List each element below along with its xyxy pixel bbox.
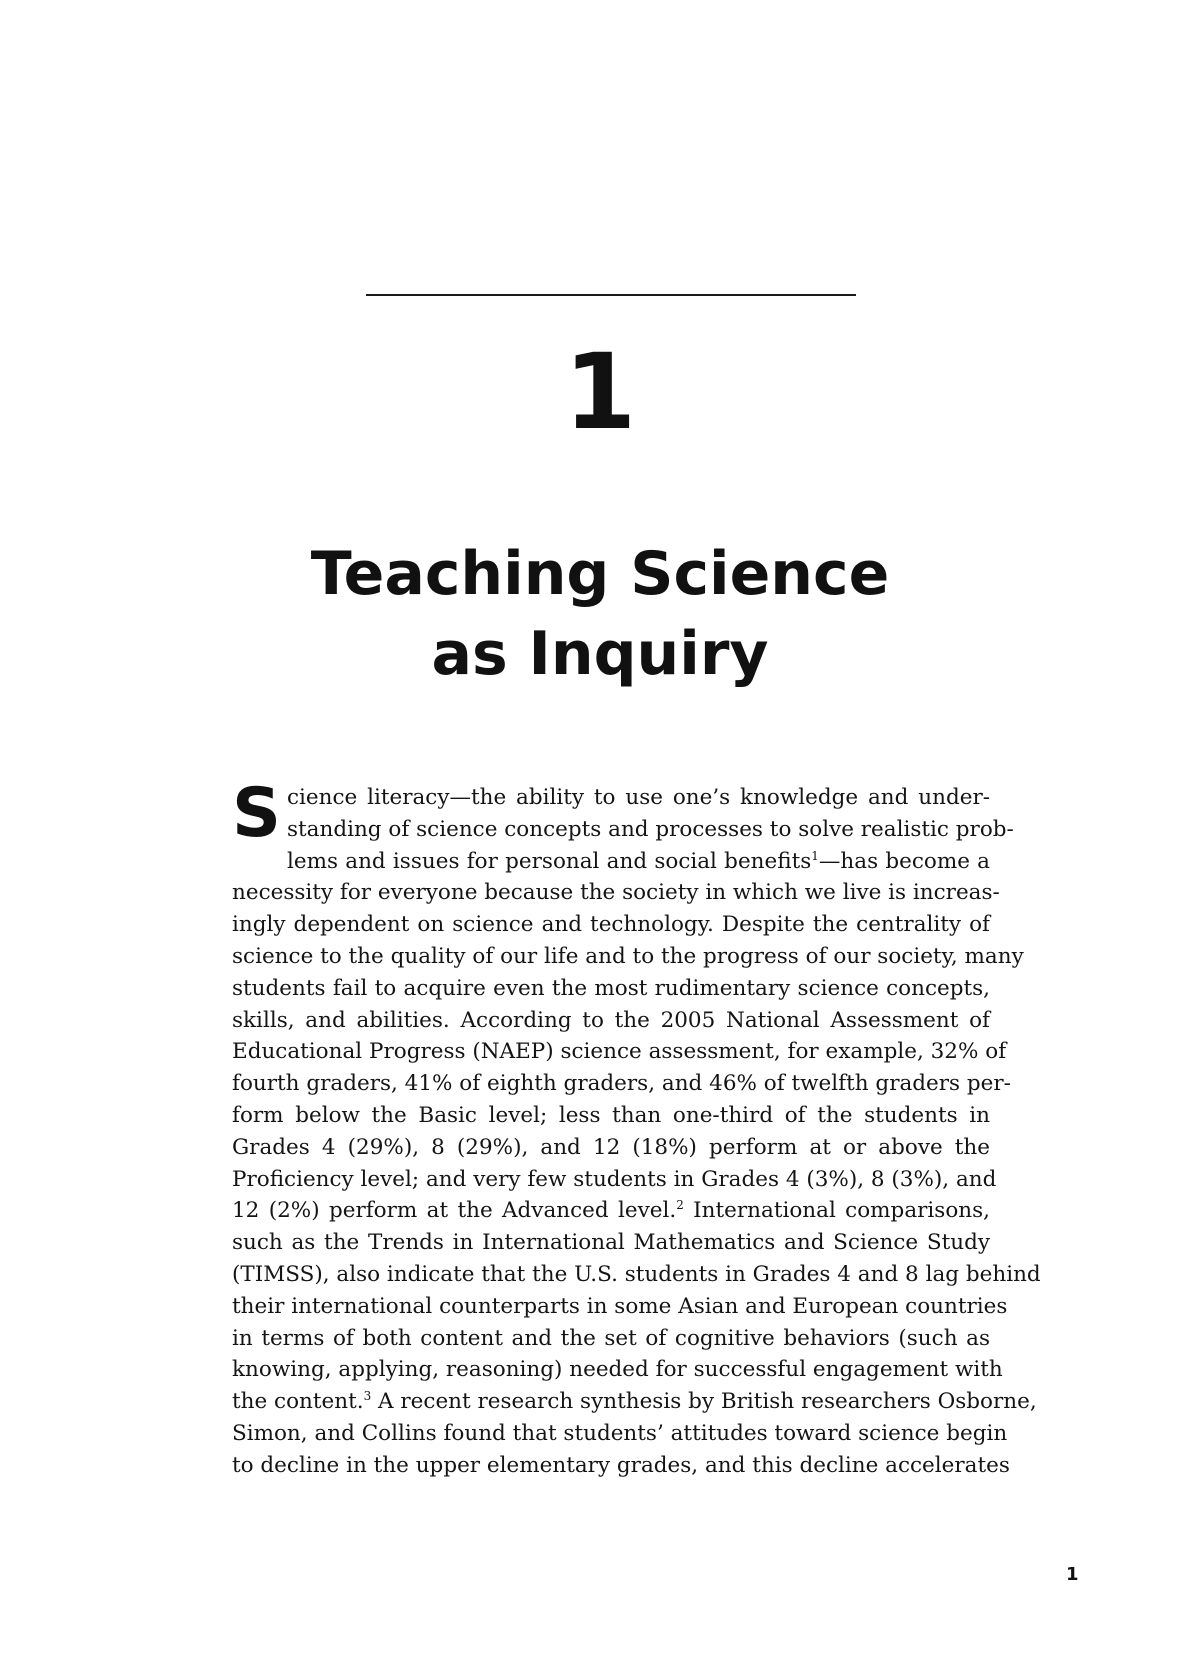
body-line-19: knowing, applying, reasoning) needed for successful engagement with: [232, 1357, 1003, 1383]
body-line-12: Grades 4 (29%), 8 (29%), and 12 (18%) perform at or above the: [232, 1134, 990, 1160]
body-line-3-text: lems and issues for personal and social benefits: [286, 848, 812, 874]
body-line-3: [232, 846, 990, 878]
body-line-6: science to the quality of our life and to the progress of our society, many: [232, 943, 1024, 969]
body-line-17: their international counterparts in some Asian and European countries: [232, 1293, 1008, 1319]
body-line-3-text-cont: —has become a: [818, 848, 990, 874]
body-line-18: in terms of both content and the set of cognitive behaviors (such as: [232, 1325, 990, 1351]
body-line-20-text-cont: A recent research synthesis by British researchers Osborne,: [371, 1389, 1037, 1415]
body-line-8: skills, and abilities. According to the 2005 National Assessment of: [232, 1007, 990, 1033]
body-line-13: Proficiency level; and very few students in Grades 4 (3%), 8 (3%), and: [232, 1166, 997, 1192]
body-line-20: [232, 1386, 1037, 1418]
body-paragraph: [232, 774, 1041, 1482]
footnote-ref-3: 3: [363, 1389, 372, 1404]
body-line-21: Simon, and Collins found that students’ attitudes toward science begin: [232, 1420, 1008, 1446]
body-line-2: standing of science concepts and processes to solve realistic prob-: [286, 816, 1014, 842]
body-line-9: Educational Progress (NAEP) science assessment, for example, 32% of: [232, 1039, 1007, 1065]
body-line-14-text-cont: International comparisons,: [683, 1198, 990, 1224]
chapter-title-line-1: Teaching Science: [310, 539, 890, 609]
footnote-ref-2: 2: [676, 1198, 684, 1213]
body-line-22: to decline in the upper elementary grades, and this decline accelerates: [232, 1452, 1010, 1478]
body-line-4: necessity for everyone because the society in which we live is increas-: [232, 880, 1000, 906]
body-line-10: fourth graders, 41% of eighth graders, and 46% of twelfth graders per-: [232, 1071, 1011, 1097]
footnote-ref-1: 1: [811, 848, 819, 863]
body-line-14: [232, 1195, 990, 1227]
chapter-title-line-2: as Inquiry: [431, 619, 769, 689]
chapter-title: [0, 534, 1200, 694]
body-line-14-text: 12 (2%) perform at the Advanced level.: [232, 1198, 677, 1224]
body-line-5: ingly dependent on science and technology. Despite the centrality of: [232, 912, 990, 938]
body-line-16: (TIMSS), also indicate that the U.S. students in Grades 4 and 8 lag behind: [232, 1261, 1041, 1287]
body-line-11: form below the Basic level; less than one-third of the students in: [232, 1102, 990, 1128]
page-number: 1: [1066, 1564, 1079, 1585]
drop-cap: S: [232, 774, 281, 853]
body-line-1: cience literacy—the ability to use one’s knowledge and under-: [286, 785, 990, 810]
chapter-rule: [366, 294, 856, 296]
chapter-number: 1: [563, 331, 637, 453]
body-line-20-text: the content.: [232, 1389, 364, 1415]
body-line-15: such as the Trends in International Mathematics and Science Study: [232, 1230, 990, 1256]
body-line-7: students fail to acquire even the most rudimentary science concepts,: [232, 975, 990, 1001]
